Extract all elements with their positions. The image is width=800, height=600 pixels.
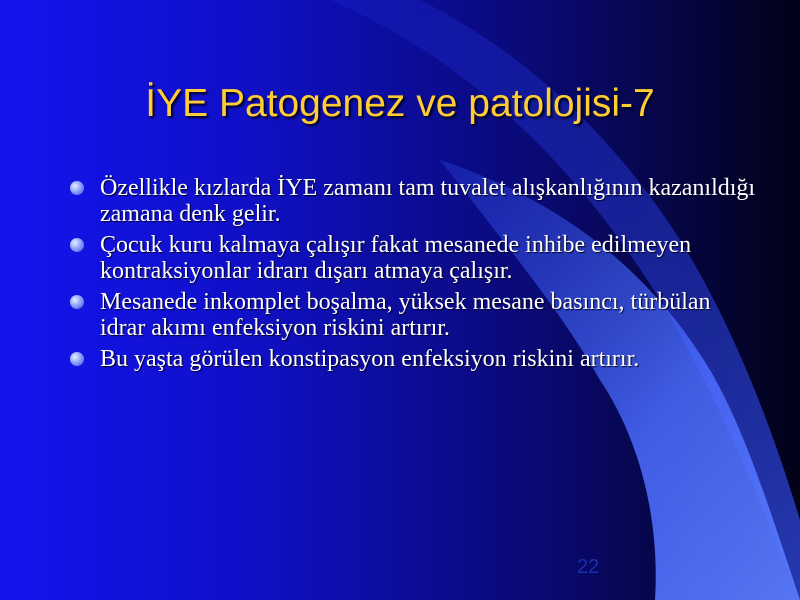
bullet-item (68, 175, 758, 227)
bullet-text: Çocuk kuru kalmaya çalışır fakat mesanede inhibe edilmeyen kontraksiyonlar idrarı dışarı atmaya çalışır. (100, 232, 692, 284)
bullet-text: Bu yaşta görülen konstipasyon enfeksiyon riskini artırır. (100, 346, 640, 372)
bullet-text: Özellikle kızlarda İYE zamanı tam tuvalet alışkanlığının kazanıldığı zamana denk gelir. (100, 175, 756, 227)
slide-title: İYE Patogenez ve patolojisi-7 (145, 82, 655, 125)
bullet-text: Mesanede inkomplet boşalma, yüksek mesane basıncı, türbülan idrar akımı enfeksiyon riskini artırır. (100, 289, 711, 341)
bullet-icon (70, 238, 84, 252)
page-number: 22 (577, 556, 600, 578)
bullet-item (68, 232, 758, 284)
bullet-icon (70, 295, 84, 309)
bullet-list (68, 175, 758, 377)
bullet-icon (70, 181, 84, 195)
bullet-item (68, 289, 758, 341)
bullet-item (68, 346, 758, 372)
bullet-icon (70, 352, 84, 366)
